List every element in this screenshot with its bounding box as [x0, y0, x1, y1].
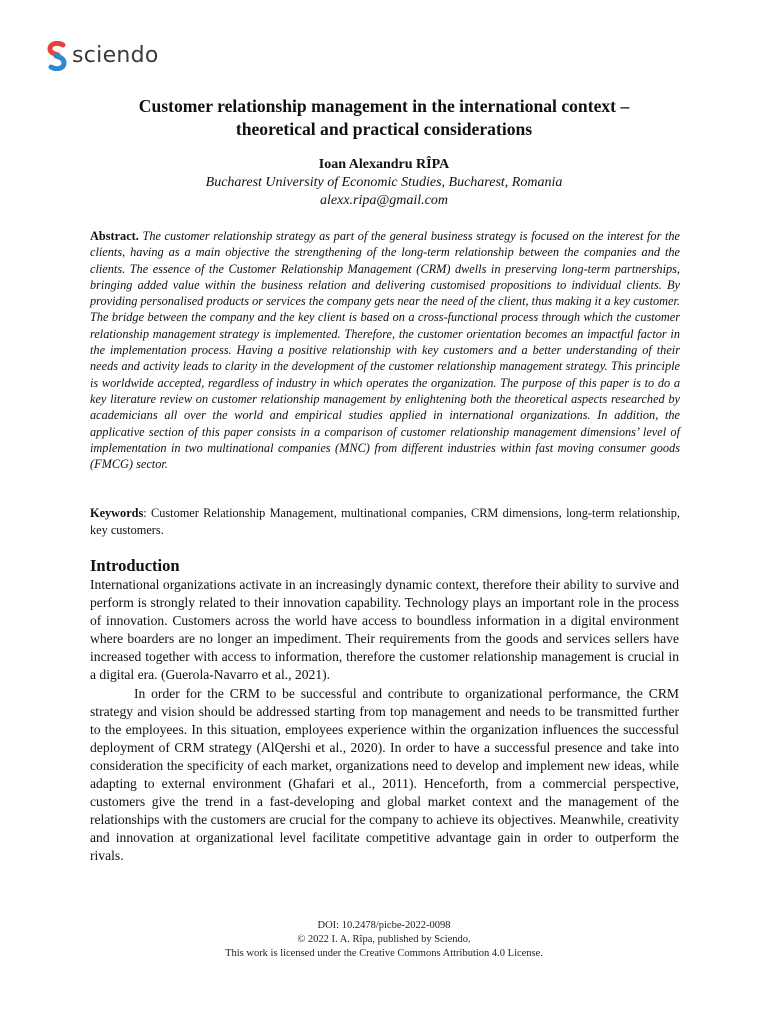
- body-paragraph-1: International organizations activate in an increasingly dynamic context, therefore their ability to survive and perform is strongly related to their innovation capability. Technology plays an important role in the process of innovation. Customers across the world have access to boundless information in a digital environment where boarders are no longer an impediment. Their requirements from the goods and services sellers have increased together with access to information, therefore the customer relationship management is crucial in a digital era. (Guerola-Navarro et al., 2021).: [90, 577, 679, 683]
- introduction-body: [90, 576, 679, 866]
- author-affiliation: Bucharest University of Economic Studies, Bucharest, Romania: [205, 175, 563, 190]
- publisher-logo: [47, 40, 159, 72]
- keywords-label: Keywords: [90, 506, 144, 520]
- body-paragraph-2: In order for the CRM to be successful and contribute to organizational performance, the CRM strategy and vision should be addressed starting from top management and needs to be transmitted further to the employees. In this situation, employees experience within the organization influences the successful deployment of CRM strategy (AlQershi et al., 2020). In order to have a successful presence and take into consideration the specificity of each market, organizations need to develop and implement new ideas, while adapting to external environment (Ghafari et al., 2011). Henceforth, from a commercial perspective, customers give the trend in a fast-developing and global market context and the management of the relationships with the customers are crucial for the company to achieve its objectives. Meanwhile, creativity and innovation at organizational level facilitate competitive advantage gain in order to outperform the rivals.: [90, 685, 679, 864]
- abstract: [90, 228, 680, 472]
- author-email: alexx.ripa@gmail.com: [320, 193, 448, 208]
- publisher-name: sciendo: [72, 43, 159, 68]
- abstract-label: Abstract.: [90, 229, 139, 243]
- footer-license: This work is licensed under the Creative Commons Attribution 4.0 License.: [225, 948, 543, 960]
- paper-title: [60, 95, 708, 141]
- paper-title-line-1: Customer relationship management in the international context –: [138, 96, 630, 116]
- section-heading-introduction: Introduction: [90, 556, 180, 575]
- paper-title-line-2: theoretical and practical considerations: [235, 119, 533, 139]
- page-footer: [0, 919, 768, 962]
- author-name: Ioan Alexandru RÎPA: [318, 157, 450, 172]
- keywords-text: : Customer Relationship Management, multinational companies, CRM dimensions, long-term relationship, key customers.: [90, 506, 680, 537]
- footer-copyright: © 2022 I. A. Rîpa, published by Sciendo.: [297, 934, 471, 946]
- footer-doi: DOI: 10.2478/picbe-2022-0098: [317, 920, 451, 931]
- keywords: [90, 505, 680, 539]
- author-block: [60, 156, 708, 210]
- sciendo-logo-icon: [47, 41, 67, 71]
- abstract-text: The customer relationship strategy as part of the general business strategy is focused on the interest for the clients, having as a main objective the strengthening of the long-term relationship between the companies and the clients. The essence of the Customer Relationship Management (CRM) dwells in preserving long-term partnerships, bringing added value within the business relation and delivering customised propositions to individual clients. By providing personalised products or services the company gets near the need of the client, thus making it a key customer. The bridge between the company and the key client is based on a cross-functional process through which the customer relationship management strategy is implemented. Therefore, the customer orientation becomes an impactful factor in the implementation process. Having a positive relationship with key customers and a better understanding of their needs and activity leads to clarity in the development of the customer relationship management strategy. This principle is worldwide accepted, regardless of industry in which operates the organization. The purpose of this paper is to do a key literature review on customer relationship management by enlightening both the theoretical aspects researched by academicians all over the world and empirical studies applied in international organizations. In addition, the applicative section of this paper consists in a comparison of customer relationship management dimensions’ level of implementation in two multinational companies (MNC) from different industries within fast moving consumer goods (FMCG) sector.: [90, 229, 681, 472]
